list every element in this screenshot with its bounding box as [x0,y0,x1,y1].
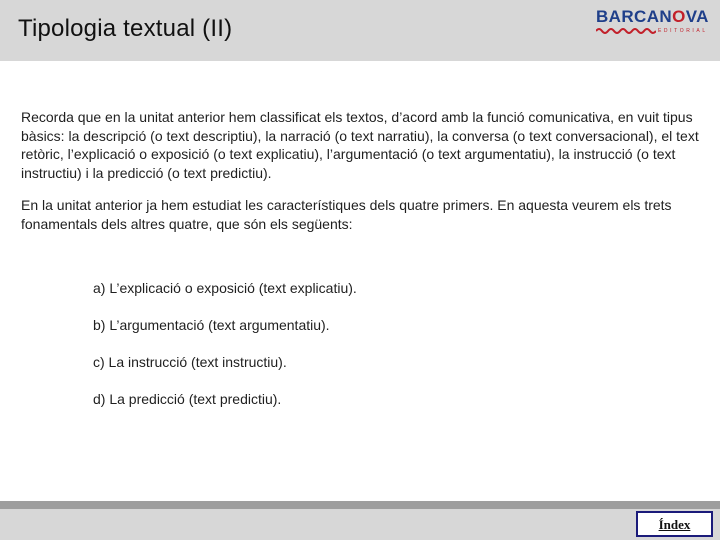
list-item: a) L’explicació o exposició (text explicatiu). [93,280,357,296]
barcanova-logo [596,7,712,35]
logo-text-o: O [672,7,686,26]
page-title: Tipologia textual (II) [18,15,233,42]
logo-wordmark [596,7,709,27]
list-item: d) La predicció (text predictiu). [93,391,282,407]
list-item: c) La instrucció (text instructiu). [93,354,287,370]
footer-divider [0,501,720,509]
paragraph-1: Recorda que en la unitat anterior hem classificat els textos, d’acord amb la funció comunicativa, en vuit tipus bàsics: la descripció (o text descriptiu), la narració (o text narratiu), la conversa (o text conversacional), el text retòric, l’explicació o exposició (o text explicatiu), l’argumentació (o text argumentatiu), la instrucció (o text instructiu) i la predicció (o text predictiu). [21,109,699,181]
logo-wave-icon [596,27,656,35]
logo-subtitle: EDITORIAL [658,28,708,34]
index-button-label: Índex [658,517,691,532]
logo-text-before: BARCAN [596,7,673,26]
logo-text-after: VA [685,7,709,26]
list-item: b) L’argumentació (text argumentatiu). [93,317,330,333]
text-types-list [93,280,653,428]
header-bar [0,0,720,61]
index-button[interactable] [636,511,713,537]
intro-text [21,108,711,233]
footer-bar [0,509,720,540]
paragraph-2: En la unitat anterior ja hem estudiat les característiques dels quatre primers. En aquesta veurem els trets fonamentals dels altres quatre, que són els següents: [21,197,672,232]
